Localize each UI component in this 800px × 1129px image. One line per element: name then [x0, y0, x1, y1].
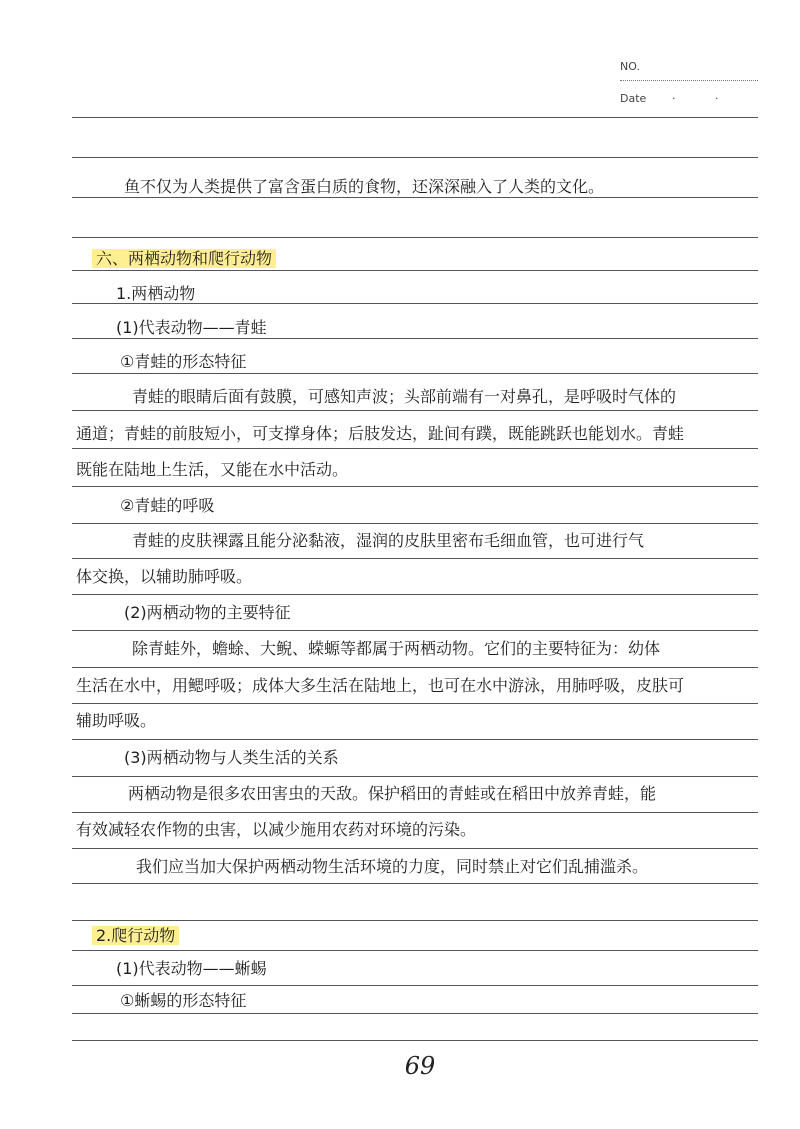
ruled-line [72, 157, 758, 158]
line-text: (3)两栖动物与人类生活的关系 [124, 748, 339, 767]
note-line [76, 675, 756, 697]
ruled-line [72, 776, 758, 777]
section-heading: 2.爬行动物 [92, 926, 179, 945]
ruled-line [72, 883, 758, 884]
note-line [76, 602, 800, 624]
note-line [76, 386, 800, 408]
note-line [76, 248, 772, 270]
line-text: 青蛙的皮肤裸露且能分泌黏液，湿润的皮肤里密布毛细血管，也可进行气 [132, 531, 645, 550]
note-line [76, 317, 796, 339]
line-text: 既能在陆地上生活，又能在水中活动。 [76, 460, 349, 479]
note-line [76, 783, 800, 805]
ruled-line [72, 1013, 758, 1014]
no-label: NO. [620, 60, 640, 73]
note-line [76, 351, 800, 373]
note-line [76, 283, 796, 305]
ruled-line [72, 667, 758, 668]
note-line [76, 990, 800, 1012]
ruled-line [72, 448, 758, 449]
line-text: 通道；青蛙的前肢短小，可支撑身体；后肢发达，趾间有蹼，既能跳跃也能划水。青蛙 [76, 424, 685, 443]
note-line [76, 423, 756, 445]
ruled-line [72, 270, 758, 271]
ruled-line [72, 486, 758, 487]
ruled-line [72, 950, 758, 951]
note-line [76, 459, 756, 481]
ruled-line [72, 848, 758, 849]
note-line [76, 530, 800, 552]
ruled-line [72, 739, 758, 740]
page-number: 69 [404, 1052, 436, 1080]
line-text: ①蜥蜴的形态特征 [120, 991, 247, 1010]
line-text: 青蛙的眼睛后面有鼓膜，可感知声波；头部前端有一对鼻孔，是呼吸时气体的 [132, 387, 677, 406]
ruled-line [72, 523, 758, 524]
ruled-line [72, 117, 758, 118]
note-line [76, 925, 772, 947]
ruled-line [72, 594, 758, 595]
line-text: 两栖动物是很多农田害虫的天敌。保护稻田的青蛙或在稻田中放养青蛙，能 [128, 784, 657, 803]
line-text: 鱼不仅为人类提供了富含蛋白质的食物，还深深融入了人类的文化。 [124, 177, 605, 196]
line-text: (2)两栖动物的主要特征 [124, 603, 291, 622]
ruled-line [72, 920, 758, 921]
ruled-line [72, 558, 758, 559]
note-line [76, 495, 800, 517]
note-line [76, 566, 756, 588]
line-text: 辅助呼吸。 [76, 711, 157, 730]
date-label: Date [620, 92, 647, 105]
note-line [76, 819, 756, 841]
note-line [76, 856, 800, 878]
note-line [76, 176, 800, 198]
note-line [76, 958, 796, 980]
line-text: 除青蛙外，蟾蜍、大鲵、蝾螈等都属于两栖动物。它们的主要特征为：幼体 [132, 639, 661, 658]
section-heading: 六、两栖动物和爬行动物 [92, 249, 276, 268]
note-line [76, 710, 756, 732]
ruled-line [72, 410, 758, 411]
line-text: 有效减轻农作物的虫害，以减少施用农药对环境的污染。 [76, 820, 477, 839]
line-text: 生活在水中，用鳃呼吸；成体大多生活在陆地上，也可在水中游泳，用肺呼吸，皮肤可 [76, 676, 685, 695]
line-text: ②青蛙的呼吸 [120, 496, 215, 515]
ruled-line [72, 1040, 758, 1041]
line-text: 体交换，以辅助肺呼吸。 [76, 567, 253, 586]
note-line [76, 638, 800, 660]
date-dots: · · [672, 92, 737, 105]
no-dotted-line [620, 80, 758, 81]
ruled-line [72, 703, 758, 704]
line-text: ①青蛙的形态特征 [120, 352, 247, 371]
ruled-line [72, 630, 758, 631]
ruled-line [72, 373, 758, 374]
ruled-line [72, 985, 758, 986]
line-text: (1)代表动物——蜥蜴 [116, 959, 267, 978]
line-text: 1.两栖动物 [116, 284, 196, 303]
line-text: (1)代表动物——青蛙 [116, 318, 267, 337]
ruled-line [72, 812, 758, 813]
line-text: 我们应当加大保护两栖动物生活环境的力度，同时禁止对它们乱捕滥杀。 [136, 857, 649, 876]
ruled-line [72, 237, 758, 238]
note-line [76, 747, 800, 769]
